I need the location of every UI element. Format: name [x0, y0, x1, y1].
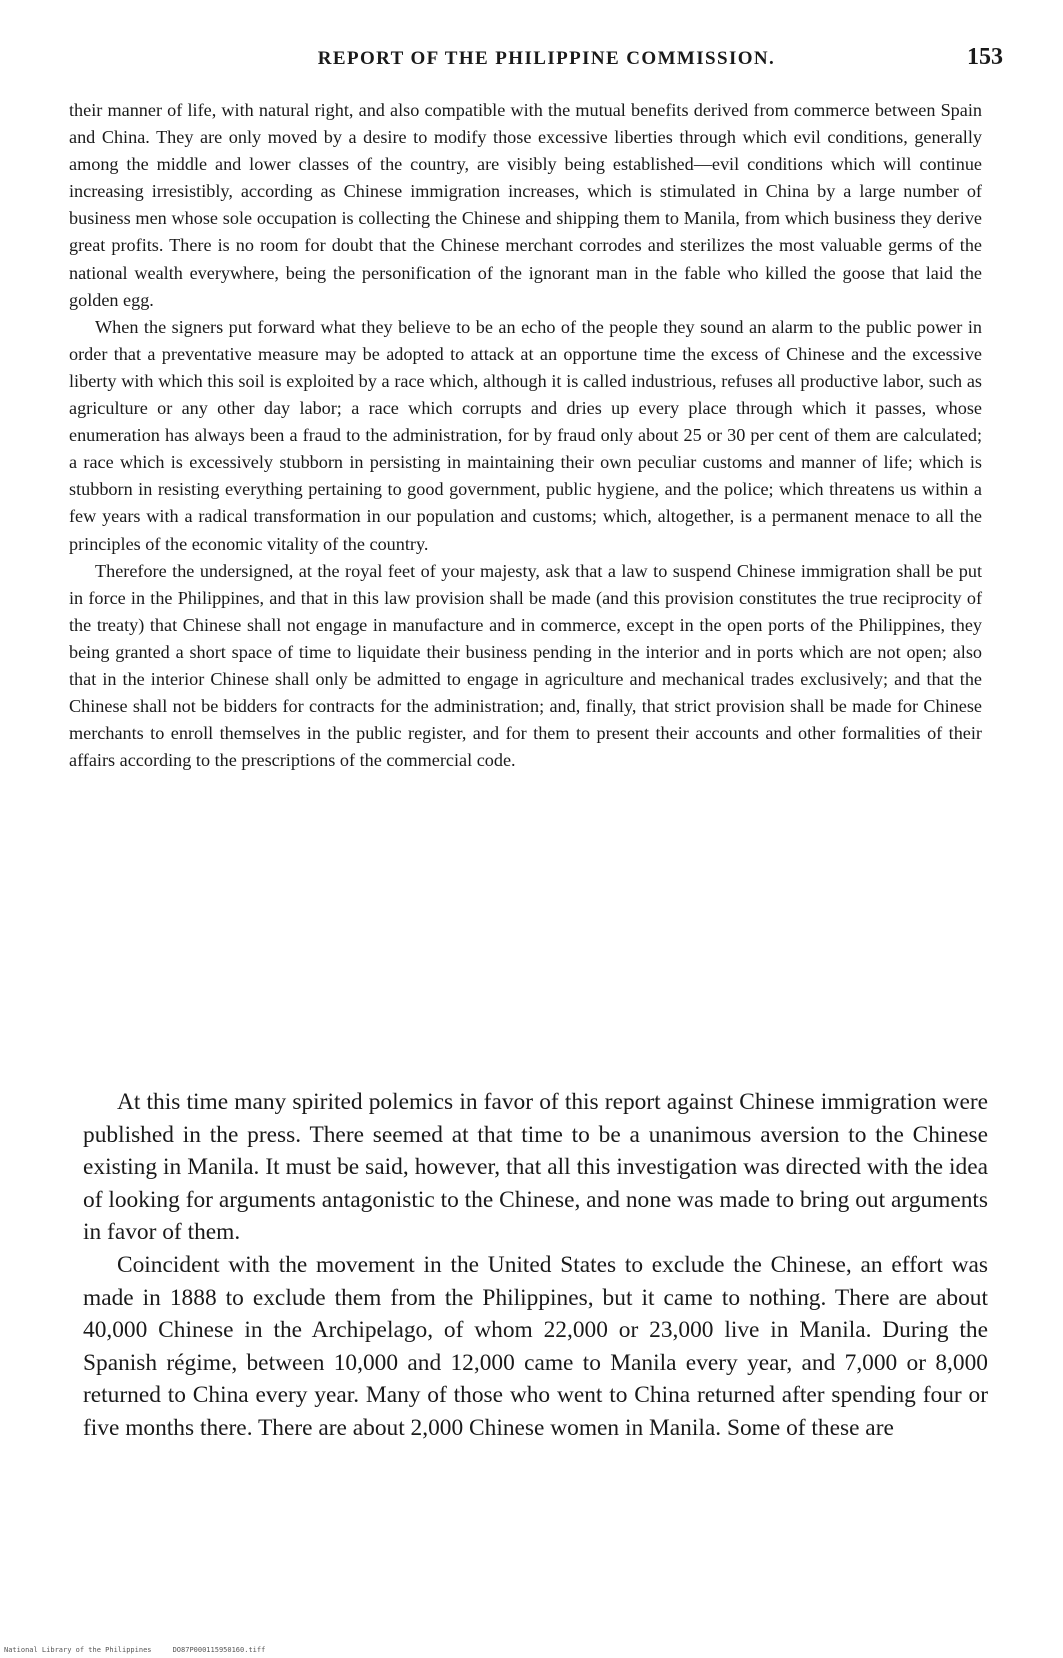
quoted-report-text: [69, 97, 982, 774]
running-head: [70, 44, 1003, 74]
body-text: [83, 1086, 988, 1445]
footer-library: National Library of the Philippines: [4, 1646, 152, 1654]
page-number: 153: [967, 44, 1003, 70]
body-paragraph-1: At this time many spirited polemics in favor of this report against Chinese immigration were published in the press. There seemed at that time to be a unanimous aversion to the Chinese existing in Manila. It must be said, however, that all this investigation was directed with the idea of looking for arguments antagonistic to the Chinese, and none was made to bring out arguments in favor of them.: [83, 1089, 988, 1246]
quote-paragraph-2: When the signers put forward what they believe to be an echo of the people they sound an alarm to the public power in order that a preventative measure may be adopted to attack at an opportune time the excess of Chinese and the excessive liberty with which this soil is exploited by a race which, although it is called industrious, refuses all productive labor, such as agriculture or any other day labor; a race which corrupts and dries up every place through which it passes, whose enumeration has always been a fraud to the administration, for by fraud only about 25 or 30 per cent of them are calculated; a race which is excessively stubborn in persisting in maintaining their own peculiar customs and manner of life; which is stubborn in resisting everything pertaining to good government, public hygiene, and the police; which threatens us within a few years with a radical transformation in our population and customs; which, altogether, is a permanent menace to all the principles of the economic vitality of the country.: [69, 316, 982, 554]
running-title: REPORT OF THE PHILIPPINE COMMISSION.: [317, 48, 776, 69]
scan-footer: [4, 1646, 265, 1654]
footer-file-id: DO87P000115950160.tiff: [172, 1646, 266, 1654]
body-paragraph-2: Coincident with the movement in the United States to exclude the Chinese, an effort was made in 1888 to exclude them from the Philippines, but it came to nothing. There are about 40,000 Chinese in the Archipelago, of whom 22,000 or 23,000 live in Manila. During the Spanish régime, between 10,000 and 12,000 came to Manila every year, and 7,000 or 8,000 returned to China every year. Many of those who went to China returned after spending four or five months there. There are about 2,000 Chinese women in Manila. Some of these are: [83, 1251, 988, 1441]
quote-paragraph-1: their manner of life, with natural right, and also compatible with the mutual benefits derived from commerce between Spain and China. They are only moved by a desire to modify those excessive liberties through which evil conditions, generally among the middle and lower classes of the country, are visibly being established—evil conditions which will continue increasing irresistibly, according as Chinese immigration increases, which is stimulated in China by a large number of business men whose sole occupation is collecting the Chinese and shipping them to Manila, from which business they derive great profits. There is no room for doubt that the Chinese merchant corrodes and sterilizes the most valuable germs of the national wealth everywhere, being the personification of the ignorant man in the fable who killed the goose that laid the golden egg.: [69, 100, 982, 310]
quote-paragraph-3: Therefore the undersigned, at the royal feet of your majesty, ask that a law to suspend Chinese immigration shall be put in force in the Philippines, and that in this law provision shall be made (and this provision constitutes the true reciprocity of the treaty) that Chinese shall not engage in manufacture and in commerce, except in the open ports of the Philippines, they being granted a short space of time to liquidate their business pending in the interior and in ports which are not open; also that in the interior Chinese shall only be admitted to engage in agriculture and mechanical trades exclusively; and that the Chinese shall not be bidders for contracts for the administration; and, finally, that strict provision shall be made for Chinese merchants to enroll themselves in the public register, and for them to present their accounts and other formalities of their affairs according to the prescriptions of the commercial code.: [69, 560, 982, 771]
